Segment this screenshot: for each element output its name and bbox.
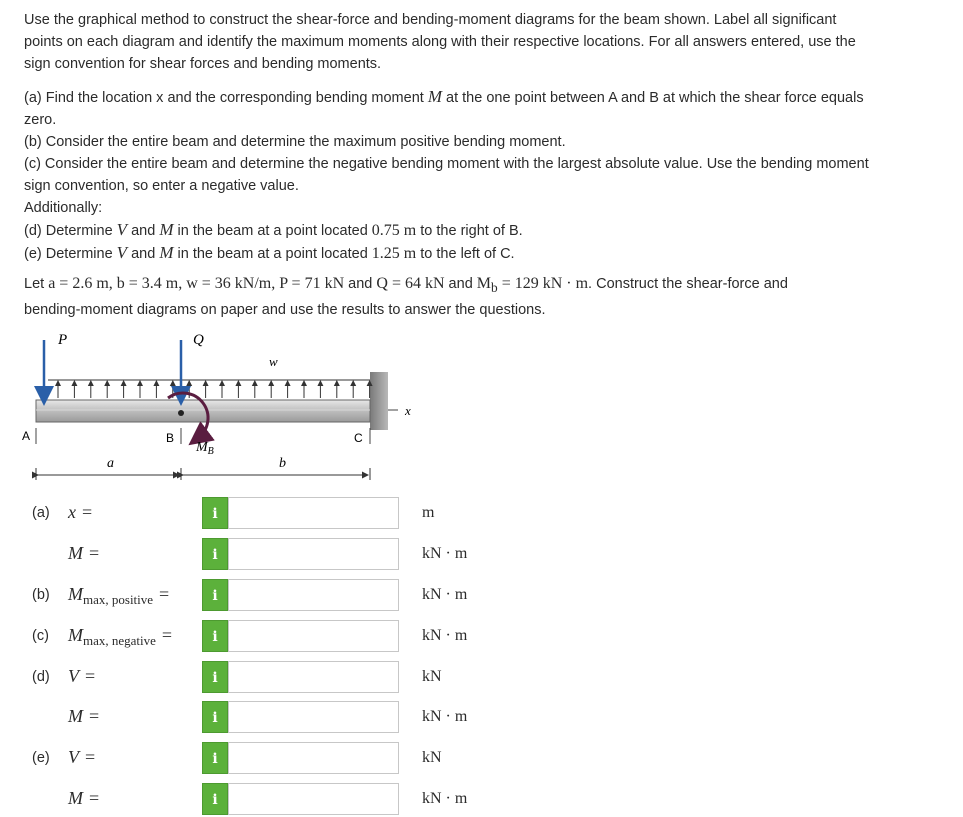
unit-label: kN · m <box>422 790 468 807</box>
question-list <box>24 86 944 265</box>
intro-line-3: sign convention for shear forces and bending moments. <box>24 56 382 72</box>
question-a-cont: zero. <box>24 112 57 128</box>
info-icon[interactable]: i <box>202 783 228 815</box>
distributed-load-arrowhead <box>121 380 127 386</box>
answer-input[interactable] <box>228 783 399 815</box>
distributed-load-arrowhead <box>219 380 225 386</box>
given-line-1: Let a = 2.6 m, b = 3.4 m, w = 36 kN/m, P = 71 kN and Q = 64 kN and $M_b = 129$ kN · m. Construct the shear-force and <box>24 275 788 296</box>
answer-input[interactable] <box>228 538 399 570</box>
distributed-load-arrowhead <box>153 380 159 386</box>
given-line-2: bending-moment diagrams on paper and use the results to answer the questions. <box>24 302 546 319</box>
answer-row <box>0 701 963 735</box>
unit-label: kN <box>422 668 442 685</box>
unit-label: m <box>422 504 435 521</box>
dimension-b-label: b <box>279 456 286 471</box>
answer-row <box>0 579 963 613</box>
problem-intro <box>24 9 944 75</box>
info-icon[interactable]: i <box>202 620 228 652</box>
distributed-load-arrowhead <box>285 380 291 386</box>
unit-label: kN <box>422 749 442 766</box>
answer-input[interactable] <box>228 579 399 611</box>
answer-row <box>0 783 963 817</box>
question-c: (c) Consider the entire beam and determine the negative bending moment with the largest absolute value. Use the bending moment <box>24 156 869 172</box>
load-w-label: w <box>269 354 278 369</box>
question-e: (e) Determine V and M in the beam at a point located 1.25 m to the left of C. <box>24 243 515 262</box>
part-label: (b) <box>32 587 50 603</box>
question-b: (b) Consider the entire beam and determine the maximum positive bending moment. <box>24 134 566 150</box>
part-label: (e) <box>32 750 50 766</box>
distributed-load-arrowhead <box>104 380 110 386</box>
distributed-load-arrowhead <box>301 380 307 386</box>
point-b-dot <box>178 410 184 416</box>
answer-symbol: V = <box>68 666 96 686</box>
part-label: (c) <box>32 628 49 644</box>
part-label: (d) <box>32 669 50 685</box>
point-a-label: A <box>22 429 31 443</box>
part-label: (a) <box>32 505 50 521</box>
answer-row <box>0 661 963 695</box>
answer-symbol: $M_{max, negative}$ = <box>68 625 173 648</box>
distributed-load-arrowhead <box>55 380 61 386</box>
point-c-label: C <box>354 431 363 445</box>
distributed-load-arrowhead <box>88 380 94 386</box>
distributed-load-arrowhead <box>170 380 176 386</box>
answer-input[interactable] <box>228 742 399 774</box>
unit-label: kN · m <box>422 708 468 725</box>
answer-row <box>0 620 963 654</box>
distributed-load-arrows <box>55 380 373 398</box>
given-values <box>24 273 944 321</box>
distributed-load-arrowhead <box>350 380 356 386</box>
answer-symbol: M = <box>68 788 100 808</box>
additionally-label: Additionally: <box>24 200 103 216</box>
answer-input[interactable] <box>228 701 399 733</box>
info-icon[interactable]: i <box>202 701 228 733</box>
answer-symbol: x = <box>68 502 93 522</box>
distributed-load-arrowhead <box>137 380 143 386</box>
distributed-load-arrowhead <box>203 380 209 386</box>
dimension-a-label: a <box>107 456 114 471</box>
answer-symbol: $M_{max, positive}$ = <box>68 584 170 607</box>
answer-symbol: M = <box>68 706 100 726</box>
distributed-load-arrowhead <box>71 380 77 386</box>
answer-input[interactable] <box>228 497 399 529</box>
info-icon[interactable]: i <box>202 661 228 693</box>
moment-mb-label: $M_B$ <box>196 440 214 457</box>
unit-label: kN · m <box>422 586 468 603</box>
distributed-load-arrowhead <box>334 380 340 386</box>
unit-label: kN · m <box>422 545 468 562</box>
answer-input[interactable] <box>228 661 399 693</box>
answer-row <box>0 538 963 572</box>
answer-row <box>0 497 963 531</box>
point-b-label: B <box>166 431 175 445</box>
question-c-cont: sign convention, so enter a negative value. <box>24 178 299 194</box>
info-icon[interactable]: i <box>202 742 228 774</box>
answer-row <box>0 742 963 776</box>
info-icon[interactable]: i <box>202 538 228 570</box>
answer-symbol: M = <box>68 543 100 563</box>
beam-diagram <box>0 320 460 490</box>
distributed-load-arrowhead <box>186 380 192 386</box>
distributed-load-arrowhead <box>317 380 323 386</box>
x-axis-label: x <box>405 403 411 418</box>
answer-input[interactable] <box>228 620 399 652</box>
point-load-q-label: Q <box>193 332 204 348</box>
question-a: (a) Find the location x and the corresponding bending moment M at the one point between A and B at which the shear force equals <box>24 87 864 106</box>
intro-line-2: points on each diagram and identify the maximum moments along with their respective locations. For all answers entered, use the <box>24 34 856 50</box>
info-icon[interactable]: i <box>202 579 228 611</box>
intro-line-1: Use the graphical method to construct the shear-force and bending-moment diagrams for the beam shown. Label all significant <box>24 12 837 28</box>
fixed-support-wall <box>370 372 388 430</box>
distributed-load-arrowhead <box>268 380 274 386</box>
distributed-load-arrowhead <box>235 380 241 386</box>
question-d: (d) Determine V and M in the beam at a point located 0.75 m to the right of B. <box>24 220 523 239</box>
distributed-load-arrowhead <box>252 380 258 386</box>
info-icon[interactable]: i <box>202 497 228 529</box>
answer-symbol: V = <box>68 747 96 767</box>
point-load-p-label: P <box>58 332 68 348</box>
unit-label: kN · m <box>422 627 468 644</box>
